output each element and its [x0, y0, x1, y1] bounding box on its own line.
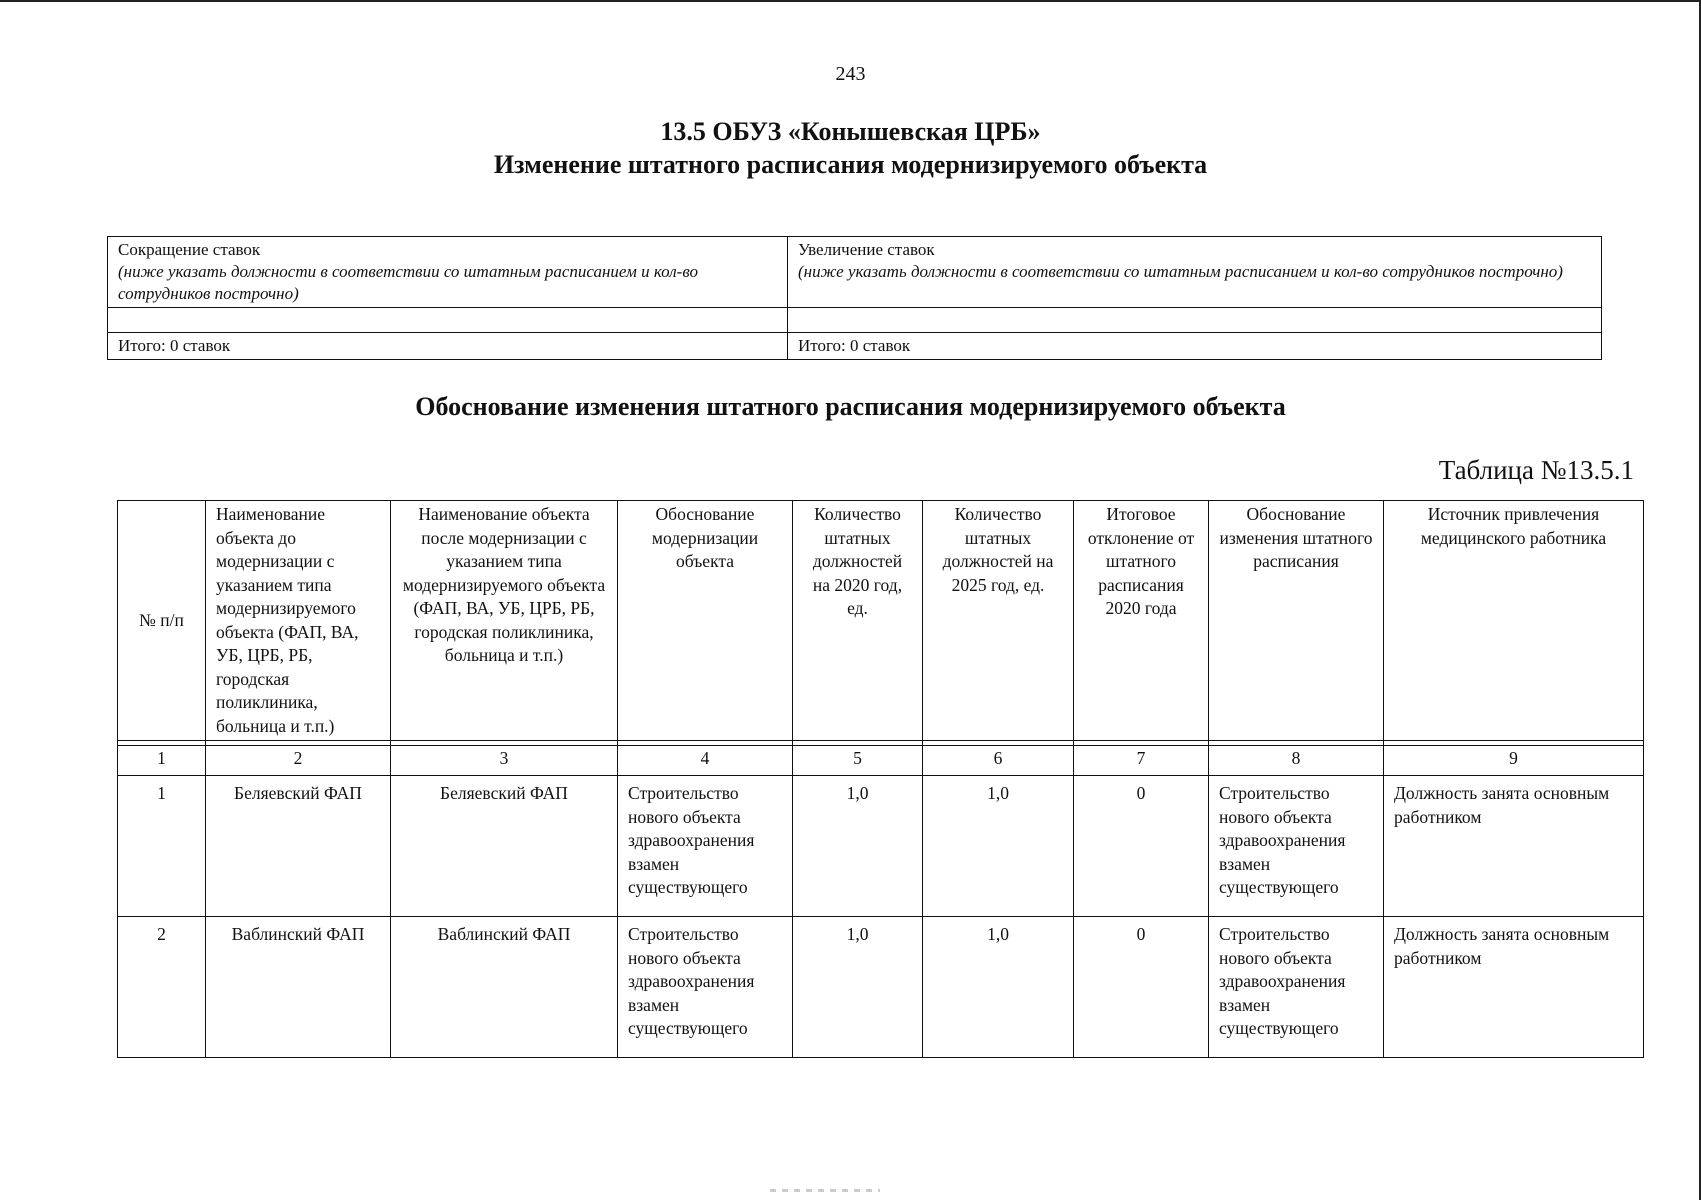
modernization-reason: Строительство нового объекта здравоохранения взамен существующего	[618, 917, 793, 1058]
header-cell: Наименование объекта до модернизации с указанием типа модернизируемого объекта (ФАП, ВА, УБ, ЦРБ, РБ, городская поликлиника, больница и т.п.)	[206, 501, 391, 741]
staff-change-reason: Строительство нового объекта здравоохранения взамен существующего	[1209, 917, 1384, 1058]
column-number: 6	[923, 746, 1074, 776]
modernization-reason: Строительство нового объекта здравоохранения взамен существующего	[618, 776, 793, 917]
increase-header-cell	[788, 237, 1602, 308]
header-cell: Обоснование изменения штатного расписания	[1209, 501, 1384, 741]
increase-total: Итого: 0 ставок	[788, 333, 1602, 360]
section-title: Изменение штатного расписания модернизируемого объекта	[493, 150, 1208, 179]
staff-change-header-row	[108, 237, 1602, 308]
header-cell: Количество штатных должностей на 2025 год, ед.	[923, 501, 1074, 741]
count-2020: 1,0	[793, 917, 923, 1058]
table-row	[118, 776, 1644, 917]
increase-note: (ниже указать должности в соответствии со штатным расписанием и кол-во сотрудников построчно)	[798, 262, 1563, 281]
row-number: 1	[118, 776, 206, 917]
staff-change-total-row	[108, 333, 1602, 360]
header-cell: Наименование объекта после модернизации с указанием типа модернизируемого объекта (ФАП, ВА, УБ, ЦРБ, РБ, городская поликлиника, больница и т.п.)	[391, 501, 618, 741]
column-number: 7	[1074, 746, 1209, 776]
column-number: 1	[118, 746, 206, 776]
column-number: 8	[1209, 746, 1384, 776]
column-number: 2	[206, 746, 391, 776]
org-title: 13.5 ОБУЗ «Конышевская ЦРБ»	[660, 117, 1041, 146]
header-cell: Итоговое отклонение от штатного расписания 2020 года	[1074, 501, 1209, 741]
worker-source: Должность занята основным работником	[1384, 776, 1644, 917]
object-before: Беляевский ФАП	[206, 776, 391, 917]
header-cell: Обоснование модернизации объекта	[618, 501, 793, 741]
table-row	[118, 917, 1644, 1058]
count-2025: 1,0	[923, 776, 1074, 917]
scan-artifact	[770, 1189, 880, 1192]
staff-change-reason: Строительство нового объекта здравоохранения взамен существующего	[1209, 776, 1384, 917]
column-number: 5	[793, 746, 923, 776]
column-number-row	[118, 746, 1644, 776]
object-before: Ваблинский ФАП	[206, 917, 391, 1058]
object-after: Ваблинский ФАП	[391, 917, 618, 1058]
justification-table	[117, 500, 1644, 1058]
header-row	[118, 501, 1644, 741]
page-top-border	[0, 0, 1701, 2]
increase-empty-cell	[788, 308, 1602, 333]
reduction-heading: Сокращение ставок	[118, 240, 261, 259]
justification-title: Обоснование изменения штатного расписания модернизируемого объекта	[415, 392, 1286, 421]
reduction-note: (ниже указать должности в соответствии со штатным расписанием и кол-во сотрудников построчно)	[118, 262, 698, 303]
row-number: 2	[118, 917, 206, 1058]
count-2020: 1,0	[793, 776, 923, 917]
reduction-total: Итого: 0 ставок	[108, 333, 788, 360]
worker-source: Должность занята основным работником	[1384, 917, 1644, 1058]
reduction-header-cell	[108, 237, 788, 308]
staff-change-table	[107, 236, 1602, 360]
page-number: 243	[835, 63, 866, 85]
deviation: 0	[1074, 917, 1209, 1058]
table-number: Таблица №13.5.1	[1438, 455, 1634, 485]
object-after: Беляевский ФАП	[391, 776, 618, 917]
deviation: 0	[1074, 776, 1209, 917]
column-number: 9	[1384, 746, 1644, 776]
reduction-empty-cell	[108, 308, 788, 333]
header-cell: Источник привлечения медицинского работника	[1384, 501, 1644, 741]
header-cell: № п/п	[118, 501, 206, 741]
header-cell: Количество штатных должностей на 2020 год, ед.	[793, 501, 923, 741]
increase-heading: Увеличение ставок	[798, 240, 935, 259]
count-2025: 1,0	[923, 917, 1074, 1058]
column-number: 3	[391, 746, 618, 776]
column-number: 4	[618, 746, 793, 776]
staff-change-empty-row	[108, 308, 1602, 333]
